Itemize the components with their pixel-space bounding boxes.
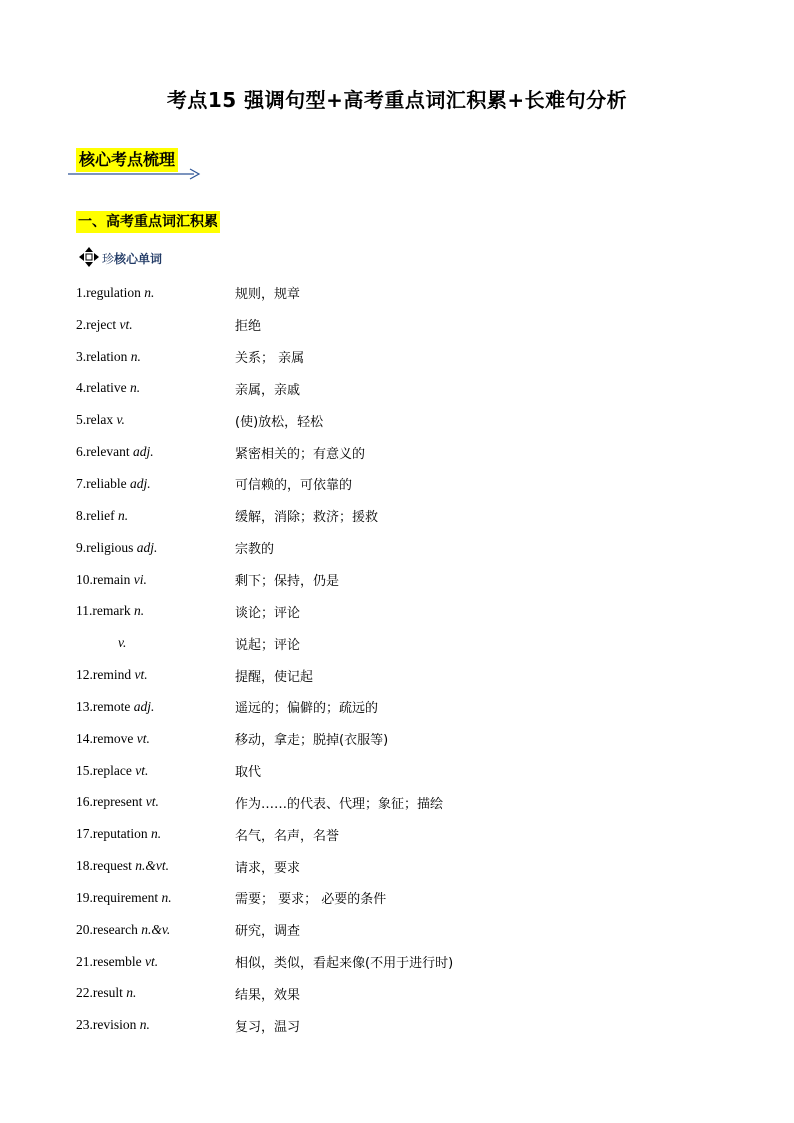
vocab-word-text: 6.relevant [76, 444, 133, 460]
vocab-part-of-speech: vt. [145, 794, 159, 810]
vocab-row [76, 341, 726, 373]
tag-underline-arrow-icon [66, 166, 206, 182]
vocab-word [76, 763, 235, 779]
vocab-word-text: 7.reliable [76, 475, 130, 491]
vocab-meaning: 提醒，使记起 [235, 669, 314, 685]
vocab-part-of-speech: n. [126, 985, 137, 1001]
vocab-part-of-speech: vt. [119, 316, 133, 332]
vocab-part-of-speech: vt. [144, 953, 159, 969]
vocab-word [76, 985, 235, 1001]
vocab-part-of-speech: n.&v. [141, 921, 171, 937]
vocab-word-text: 19.requirement [76, 889, 162, 905]
vocab-meaning: 相似，类似，看起来像(不用于进行时) [235, 956, 454, 972]
vocab-row [76, 787, 726, 819]
vocab-word [76, 572, 235, 588]
vocab-word-text: 14.remove [76, 730, 137, 746]
vocab-meaning: 紧密相关的；有意义的 [235, 446, 366, 462]
vocab-word [76, 922, 235, 938]
vocab-word [76, 1017, 235, 1033]
vocab-word-text: 4.relative [76, 380, 130, 396]
vocab-meaning: 取代 [235, 765, 262, 781]
vocab-meaning: 可信赖的，可依靠的 [235, 478, 353, 494]
vocab-word [76, 317, 235, 333]
vocab-part-of-speech: n. [144, 284, 155, 300]
vocab-row [76, 500, 726, 532]
vocab-meaning: 作为……的代表、代理；象征；描绘 [235, 796, 444, 812]
vocab-row [76, 946, 726, 978]
vocab-row [76, 564, 726, 596]
vocab-meaning: 移动，拿走；脱掉(衣服等) [235, 733, 389, 749]
vocab-word-text: 17.reputation [76, 826, 151, 842]
vocab-word-text: 5.relax [76, 412, 117, 428]
vocab-word [76, 858, 235, 874]
vocab-word [76, 731, 235, 747]
vocab-part-of-speech: vt. [135, 762, 149, 778]
vocab-part-of-speech: n. [150, 826, 162, 842]
vocab-part-of-speech: n. [161, 889, 172, 905]
vocab-meaning: 剩下；保持，仍是 [235, 574, 340, 590]
vocab-row [76, 404, 726, 436]
vocab-word [76, 349, 235, 365]
vocab-word-text: 9.religious [76, 539, 137, 555]
vocab-part-of-speech: adj. [136, 539, 158, 555]
vocab-part-of-speech: n. [133, 603, 145, 619]
vocab-word [76, 444, 235, 460]
vocab-meaning: 需要； 要求； 必要的条件 [235, 892, 387, 908]
vocab-word [76, 476, 235, 492]
vocab-meaning: 缓解，消除；救济；援救 [235, 510, 379, 526]
vocab-part-of-speech: n. [117, 507, 129, 523]
section-tag: 核心考点梳理 [76, 148, 178, 172]
vocab-word [76, 826, 235, 842]
vocab-meaning: 研究，调查 [235, 924, 301, 940]
vocab-word-text: 15.replace [76, 762, 136, 778]
vocab-meaning: 名气，名声，名誉 [235, 828, 340, 844]
subheading-label: 核心单词 [114, 252, 163, 266]
vocab-row [76, 1009, 726, 1041]
vocab-row [76, 532, 726, 564]
vocab-row [76, 914, 726, 946]
vocab-row [76, 691, 726, 723]
vocab-row [76, 627, 726, 659]
vocab-word-text: 2.reject [76, 316, 120, 332]
vocab-word-text: 1.regulation [76, 284, 145, 300]
vocab-part-of-speech: n. [130, 348, 141, 364]
vocab-part-of-speech: adj. [129, 475, 151, 491]
vocab-meaning: (使)放松，轻松 [235, 414, 324, 430]
vocab-meaning: 关系； 亲属 [235, 351, 305, 367]
vocab-part-of-speech: v. [118, 635, 127, 651]
vocab-word-text: 21.resemble [76, 953, 145, 969]
vocab-row [76, 818, 726, 850]
four-arrows-icon [78, 246, 100, 268]
vocab-meaning: 宗教的 [235, 542, 275, 558]
vocab-row [76, 978, 726, 1010]
vocab-word-text: 22.result [76, 985, 127, 1001]
page-title: 考点15 强调句型+高考重点词汇积累+长难句分析 [166, 88, 628, 112]
section-heading: 一、高考重点词汇积累 [76, 211, 220, 233]
vocab-meaning: 拒绝 [235, 319, 262, 335]
vocab-word-text: 20.research [76, 921, 142, 937]
vocab-row [76, 755, 726, 787]
vocab-word-text: 16.represent [76, 794, 146, 810]
vocab-word [76, 794, 235, 810]
vocab-row [76, 436, 726, 468]
vocab-part-of-speech: v. [116, 412, 125, 428]
vocab-row [76, 468, 726, 500]
vocab-meaning: 亲属，亲戚 [235, 382, 301, 398]
vocab-word [76, 285, 235, 301]
vocab-word-text: 12.remind [76, 667, 135, 683]
vocab-list [76, 277, 726, 1041]
vocab-meaning: 结果，效果 [235, 987, 301, 1003]
vocab-meaning: 谈论；评论 [235, 605, 301, 621]
vocab-word [76, 890, 235, 906]
vocab-meaning: 遥远的；偏僻的；疏远的 [235, 701, 379, 717]
vocab-row [76, 595, 726, 627]
vocab-word-text: 13.remote [76, 698, 134, 714]
vocab-word [76, 380, 235, 396]
vocab-row [76, 882, 726, 914]
vocab-row [76, 723, 726, 755]
vocab-part-of-speech: n. [129, 380, 141, 396]
vocab-word [76, 699, 235, 715]
vocab-word [76, 954, 235, 970]
vocab-word-text: 10.remain [76, 571, 134, 587]
vocab-part-of-speech: n.&vt. [135, 858, 169, 874]
vocab-part-of-speech: adj. [132, 444, 154, 460]
vocab-meaning: 复习，温习 [235, 1019, 301, 1035]
vocab-row [76, 659, 726, 691]
vocab-part-of-speech: vt. [136, 730, 150, 746]
vocab-part-of-speech: adj. [133, 698, 155, 714]
vocab-meaning: 说起；评论 [235, 637, 301, 653]
vocab-row [76, 309, 726, 341]
vocab-row [76, 373, 726, 405]
vocab-word-text: 8.relief [76, 507, 118, 523]
vocab-word-text: 3.relation [76, 348, 131, 364]
subheading-prefix: 珍 [102, 252, 115, 266]
vocab-part-of-speech: n. [139, 1017, 150, 1033]
vocab-part-of-speech: vt. [134, 667, 148, 683]
vocab-meaning: 规则，规章 [235, 287, 301, 303]
vocab-word [76, 603, 235, 619]
vocab-word-text: 11.remark [76, 603, 134, 619]
subheading [78, 238, 162, 268]
vocab-row [76, 850, 726, 882]
vocab-word [76, 412, 235, 428]
vocab-word [76, 635, 235, 651]
vocab-word [76, 540, 235, 556]
vocab-word-text: 23.revision [76, 1017, 140, 1033]
vocab-word [76, 508, 235, 524]
vocab-row [76, 277, 726, 309]
vocab-word [76, 667, 235, 683]
vocab-word-text: 18.request [76, 858, 136, 874]
vocab-meaning: 请求，要求 [235, 860, 301, 876]
vocab-part-of-speech: vi. [133, 571, 147, 587]
